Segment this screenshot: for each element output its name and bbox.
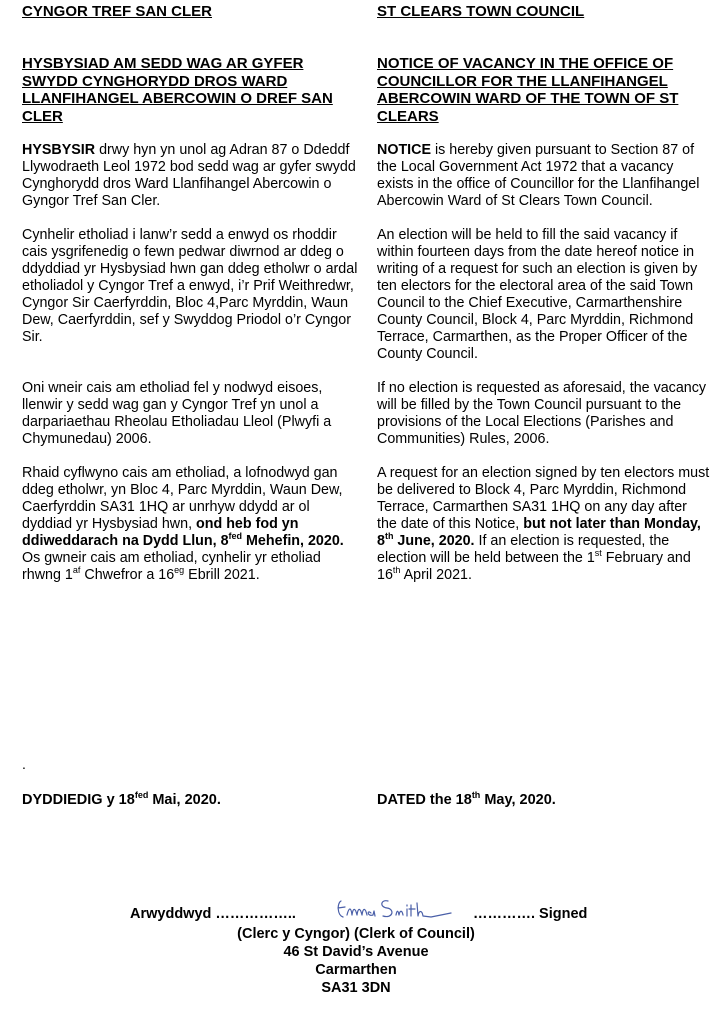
welsh-p4-text1: Rhaid cyflwyno cais am etholiad, a lofnodwyd gan ddeg etholwr, yn Bloc 4, Parc Myrddin, Waun Dew, Caerfyrddin SA31 1HQ ar unrhyw ddydd ar ol dyddiad yr Hysbysiad hwn, bbox=[22, 465, 343, 532]
address-postcode: SA31 3DN bbox=[321, 980, 391, 996]
welsh-p4-text2: Os gwneir cais am etholiad, cynhelir yr etholiad rhwng 1 bbox=[22, 550, 321, 583]
welsh-p4-text3: Chwefror a 16 bbox=[80, 567, 175, 583]
arwyddwyd-label: Arwyddwyd …………….. bbox=[130, 906, 296, 922]
welsh-column bbox=[22, 0, 360, 584]
signature-line bbox=[0, 905, 712, 925]
address-town: Carmarthen bbox=[315, 962, 397, 978]
welsh-p1-bold: HYSBYSIR bbox=[22, 142, 96, 158]
welsh-dated-sup: fed bbox=[134, 790, 149, 800]
english-p4-sup1: th bbox=[384, 531, 394, 541]
signature-block bbox=[0, 905, 712, 997]
english-p4-bold1: but not later than Monday, 8 bbox=[377, 516, 701, 549]
welsh-p4-sup2: af bbox=[72, 565, 81, 575]
english-dated-sup: th bbox=[471, 790, 481, 800]
english-p4-text2: If an election is requested, the election will be held between the 1 bbox=[377, 533, 670, 566]
welsh-p4-sup1: fed bbox=[228, 531, 243, 541]
signed-label: …………. Signed bbox=[473, 906, 588, 922]
clerk-title: (Clerc y Cyngor) (Clerk of Council) bbox=[237, 926, 475, 942]
english-paragraph-2: An election will be held to fill the said vacancy if within fourteen days from the date hereof notice in writing of a request for such an election is given by ten electors for the electoral area of the said Town Council to the Chief Executive, Carmarthenshire County Council, Block 4, Parc Myrddin, Richmond Terrace, Carmarthen, as the Proper Officer of the County Council. bbox=[377, 227, 698, 362]
welsh-p4-sup3: eg bbox=[174, 565, 185, 575]
welsh-council-name: CYNGOR TREF SAN CLER bbox=[22, 3, 213, 20]
english-council-name: ST CLEARS TOWN COUNCIL bbox=[377, 3, 585, 20]
english-p4-text4: April 2021. bbox=[400, 567, 472, 583]
english-p4-bold2: June, 2020. bbox=[393, 533, 475, 549]
english-p4-sup2: st bbox=[594, 548, 602, 558]
english-p4-text3: February and 16 bbox=[377, 550, 691, 583]
english-p1-text: is hereby given pursuant to Section 87 of the Local Government Act 1972 that a vacancy exists in the office of Councillor for the Llanfihangel Abercowin Ward of St Clears Town Council. bbox=[377, 142, 700, 209]
english-dated-b: May, 2020. bbox=[480, 792, 556, 808]
english-p4-text1: A request for an election signed by ten electors must be delivered to Block 4, Parc Myrddin, Richmond Terrace, Carmarthen SA31 1HQ on any day after the date of this Notice, bbox=[377, 465, 710, 532]
english-paragraph-4 bbox=[377, 465, 710, 584]
english-paragraph-3: If no election is requested as aforesaid, the vacancy will be filled by the Town Council pursuant to the provisions of the Local Elections (Parishes and Communities) Rules, 2006. bbox=[377, 380, 707, 447]
english-notice-heading: NOTICE OF VACANCY IN THE OFFICE OF COUNCILLOR FOR THE LLANFIHANGEL ABERCOWIN WARD OF THE TOWN OF ST CLEARS bbox=[377, 55, 679, 125]
english-dated-a: DATED the 18 bbox=[377, 792, 472, 808]
welsh-paragraph-3: Oni wneir cais am etholiad fel y nodwyd eisoes, llenwir y sedd wag gan y Cyngor Tref yn unol a darpariaethau Rheolau Etholiadau Lleol (Plwyfi a Chymunedau) 2006. bbox=[22, 380, 332, 447]
welsh-p4-bold1: ond heb fod yn ddiweddarach na Dydd Llun, 8 bbox=[22, 516, 299, 549]
stray-dot: . bbox=[22, 756, 26, 772]
welsh-dated-b: Mai, 2020. bbox=[148, 792, 221, 808]
welsh-p4-text4: Ebrill 2021. bbox=[184, 567, 260, 583]
welsh-dated-a: DYDDIEDIG y 18 bbox=[22, 792, 135, 808]
welsh-notice-heading: HYSBYSIAD AM SEDD WAG AR GYFER SWYDD CYNGHORYDD DROS WARD LLANFIHANGEL ABERCOWIN O DREF SAN CLER bbox=[22, 55, 333, 125]
english-paragraph-1 bbox=[377, 142, 710, 210]
welsh-paragraph-4 bbox=[22, 465, 360, 584]
welsh-dated-line bbox=[22, 792, 221, 808]
address-street: 46 St David’s Avenue bbox=[283, 944, 429, 960]
english-p4-sup3: th bbox=[392, 565, 401, 575]
welsh-p4-bold2: Mehefin, 2020. bbox=[242, 533, 344, 549]
english-column bbox=[377, 0, 710, 584]
english-p1-bold: NOTICE bbox=[377, 142, 432, 158]
welsh-p1-text: drwy hyn yn unol ag Adran 87 o Ddeddf Llywodraeth Leol 1972 bod sedd wag ar gyfer swydd Cynghorydd dros Ward Llanfihangel Abercowin o Gyngor Tref San Cler. bbox=[22, 142, 356, 209]
english-dated-line bbox=[377, 792, 556, 808]
welsh-paragraph-2: Cynhelir etholiad i lanw’r sedd a enwyd os rhoddir cais ysgrifenedig o fewn pedwar diwrnod ar ddeg o ddyddiad yr Hysbysiad hwn gan ddeg etholwr o ardal etholiadol y Cyngor Tref a enwyd, i’r Prif Weithredwr, Cyngor Sir Caerfyrddin, Bloc 4,Parc Myrddin, Waun Dew, Caerfyrddin, sef y Swyddog Priodol o’r Cyngor Sir. bbox=[22, 227, 358, 345]
welsh-paragraph-1 bbox=[22, 142, 360, 210]
